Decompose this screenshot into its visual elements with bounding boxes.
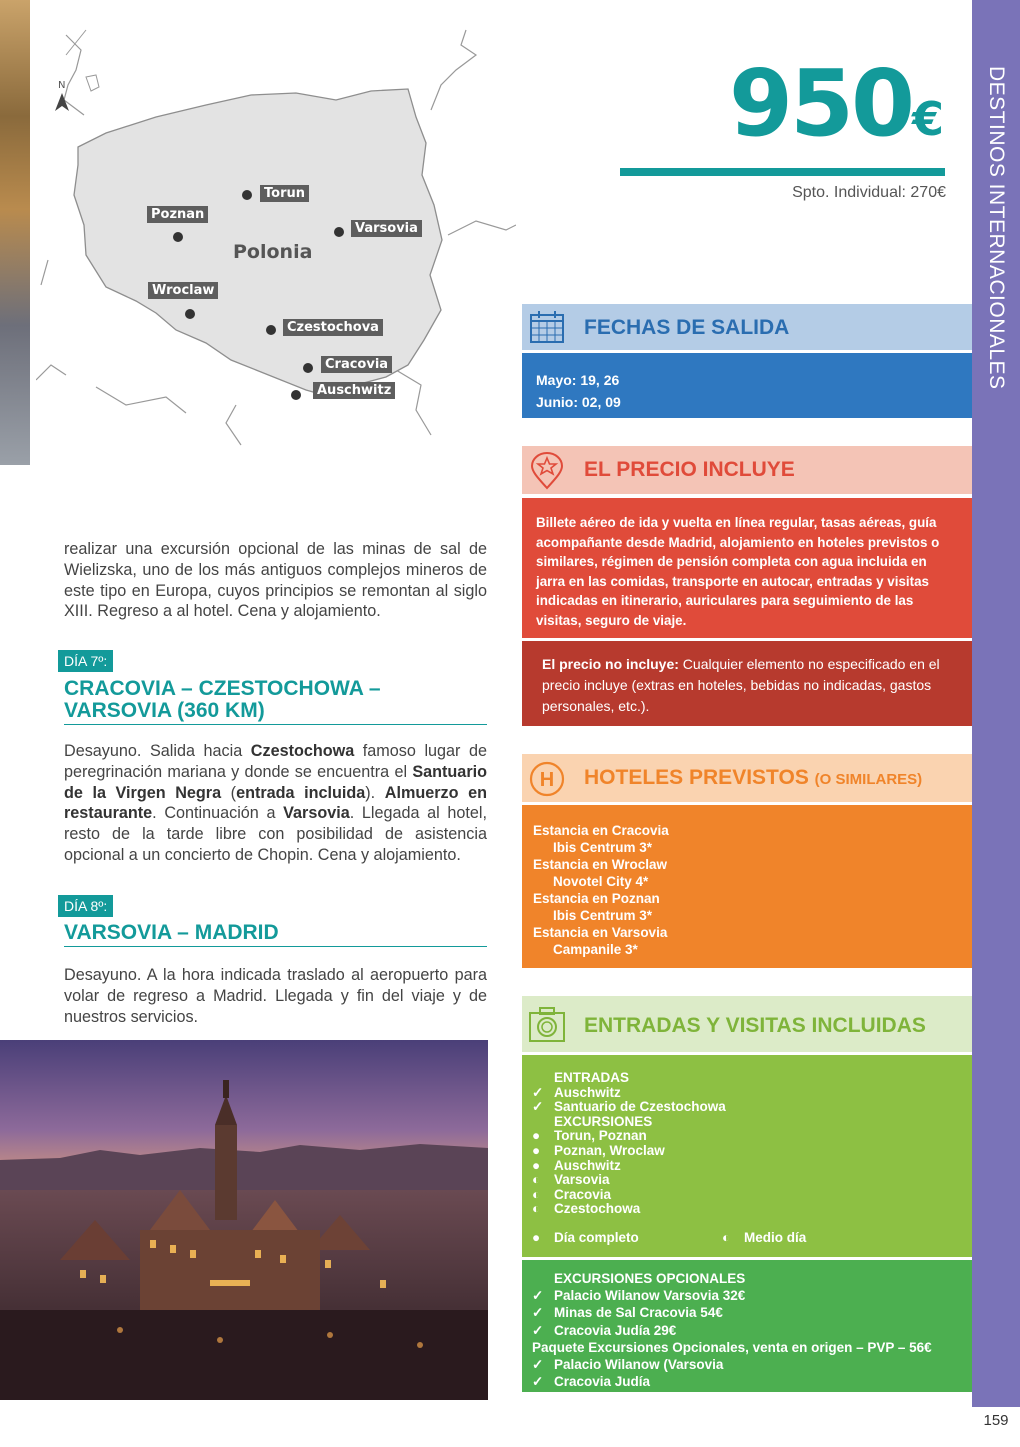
hotel-name: Campanile 3* xyxy=(553,942,638,957)
bold-run: Czestochowa xyxy=(250,742,355,760)
list-item-label: Cracovia xyxy=(554,1186,612,1202)
incluye-header xyxy=(522,446,972,494)
hoteles-title-main: HOTELES PREVISTOS xyxy=(584,766,809,789)
city-dot-auschwitz xyxy=(291,390,301,400)
city-label-varsovia: Varsovia xyxy=(351,220,422,237)
check-icon: ✓ xyxy=(532,1099,544,1115)
city-label-czestochova: Czestochova xyxy=(283,319,383,336)
list-item xyxy=(532,1159,962,1174)
half-circle-icon: ◐ xyxy=(532,1186,541,1202)
hotel-name: Ibis Centrum 3* xyxy=(553,840,653,855)
bold-run: Santuario de la Virgen Negra xyxy=(64,762,487,802)
hoteles-title xyxy=(584,766,922,790)
text-run: . Llegada al hotel, resto de la tarde libre con posibilidad de asistencia opcional a un concierto de Chopin. Cena y alojamiento. xyxy=(64,804,487,864)
star-pin-icon xyxy=(528,452,566,490)
entradas-header xyxy=(522,996,972,1052)
list-item xyxy=(532,1373,962,1390)
city-dot-czestochova xyxy=(266,325,276,335)
excursiones-label xyxy=(532,1115,962,1130)
hotel-city: Estancia en Cracovia xyxy=(533,823,669,838)
day7-title-line1: CRACOVIA – CZESTOCHOWA – xyxy=(64,677,381,700)
legend-full-label: Día completo xyxy=(554,1229,639,1245)
day8-badge: DÍA 8º: xyxy=(58,895,113,917)
no-incluye-text: Cualquier elemento no especificado en el precio incluye (extras en hoteles, bebidas no indicadas, gastos personales, etc.). xyxy=(542,656,940,714)
text-run: ). xyxy=(365,783,385,802)
text-run: Desayuno. Salida hacia xyxy=(64,742,251,760)
bold-run: entrada incluida xyxy=(236,783,366,802)
city-skyline-image xyxy=(0,1040,488,1400)
opcionales-label-text: EXCURSIONES OPCIONALES xyxy=(554,1271,746,1286)
country-label: Polonia xyxy=(233,241,313,263)
poland-map xyxy=(36,25,516,450)
list-item xyxy=(532,1287,962,1304)
list-item xyxy=(532,1086,962,1101)
city-label-poznan: Poznan xyxy=(147,206,208,223)
half-circle-icon: ◐ xyxy=(532,1172,541,1188)
city-dot-varsovia xyxy=(334,227,344,237)
opcionales-label xyxy=(532,1270,962,1287)
check-icon: ✓ xyxy=(532,1305,544,1321)
legend-half-label: Medio día xyxy=(744,1229,807,1245)
hotel-name: Ibis Centrum 3* xyxy=(553,908,653,923)
legend-half xyxy=(722,1231,912,1246)
page-number: 159 xyxy=(983,1412,1009,1429)
price-divider xyxy=(620,168,945,176)
list-item-label: Santuario de Czestochowa xyxy=(554,1099,726,1115)
day8-title: VARSOVIA – MADRID xyxy=(64,922,487,947)
list-item-label: Torun, Poznan xyxy=(554,1128,647,1144)
hotel-city: Estancia en Poznan xyxy=(533,891,660,906)
full-circle-icon: ● xyxy=(532,1157,541,1173)
section-sidebar xyxy=(972,0,1020,1407)
intro-paragraph: realizar una excursión opcional de las minas de sal de Wielizska, uno de los más antiguos complejos mineros de este tipo en Europa, cuyos principios se remontan al siglo XIII. Regreso a al hotel. Cena y alojamiento. xyxy=(64,540,487,621)
excursiones-label-text: EXCURSIONES xyxy=(554,1113,653,1129)
list-item-label: Auschwitz xyxy=(554,1084,621,1100)
price-currency: € xyxy=(911,92,944,146)
list-item-label: Cracovia Judía 29€ xyxy=(554,1322,677,1338)
list-item-label: Poznan, Wroclaw xyxy=(554,1142,665,1158)
list-item-label: Minas de Sal Cracovia 54€ xyxy=(554,1305,723,1321)
check-icon: ✓ xyxy=(532,1322,544,1338)
no-incluye-body xyxy=(522,641,972,726)
price-amount: 950 xyxy=(728,50,912,157)
day7-paragraph xyxy=(64,741,487,866)
fecha-line: Junio: 02, 09 xyxy=(536,394,621,410)
paquete-label: Paquete Excursiones Opcionales, venta en origen – PVP – 56€ xyxy=(532,1339,932,1355)
hoteles-title-small: (O SIMILARES) xyxy=(814,771,923,788)
city-photo-strip xyxy=(0,0,30,465)
list-item xyxy=(532,1173,962,1188)
day7-title xyxy=(64,678,487,725)
fechas-body xyxy=(522,353,972,418)
full-circle-icon: ● xyxy=(532,1229,541,1245)
entradas-body xyxy=(522,1055,972,1257)
day8-paragraph: Desayuno. A la hora indicada traslado al aeropuerto para volar de regreso a Madrid. Llegada y fin del viaje y de nuestros servicios. xyxy=(64,966,487,1026)
incluye-title: EL PRECIO INCLUYE xyxy=(584,458,795,481)
day7-badge: DÍA 7º: xyxy=(58,650,113,672)
entradas-label-text: ENTRADAS xyxy=(554,1070,630,1085)
calendar-icon xyxy=(528,310,566,344)
city-dot-wroclaw xyxy=(185,309,195,319)
list-item xyxy=(532,1304,962,1321)
check-icon: ✓ xyxy=(532,1288,544,1304)
entradas-title: ENTRADAS Y VISITAS INCLUIDAS xyxy=(584,1014,926,1037)
list-item xyxy=(532,1356,962,1373)
bold-run: Varsovia xyxy=(283,804,350,823)
check-icon: ✓ xyxy=(532,1084,544,1100)
fecha-line: Mayo: 19, 26 xyxy=(536,372,620,388)
price xyxy=(729,50,944,157)
text-run: . Continuación a xyxy=(152,804,284,823)
list-item xyxy=(532,1129,962,1144)
hoteles-header xyxy=(522,754,972,802)
check-icon: ✓ xyxy=(532,1357,544,1373)
list-item-label: Cracovia Judía xyxy=(554,1374,651,1390)
city-label-cracovia: Cracovia xyxy=(321,356,392,373)
list-item-label: Palacio Wilanow (Varsovia xyxy=(554,1357,724,1373)
text-run: ( xyxy=(221,783,237,802)
incluye-body: Billete aéreo de ida y vuelta en línea regular, tasas aéreas, guía acompañante desde Madrid, alojamiento en hoteles previstos o similares, régimen de pensión completa con agua incluida en jarra en las comidas, transporte en autocar, entradas y visitas indicadas en itinerario, auriculares para seguimiento de las visitas, seguro de viaje. xyxy=(522,498,972,638)
fechas-header xyxy=(522,304,972,350)
list-item xyxy=(532,1202,962,1217)
svg-text:N: N xyxy=(58,80,66,91)
entradas-label xyxy=(532,1071,962,1086)
list-item xyxy=(532,1144,962,1159)
city-dot-cracovia xyxy=(303,363,313,373)
list-item-label: Palacio Wilanow Varsovia 32€ xyxy=(554,1288,746,1304)
city-dot-torun xyxy=(242,190,252,200)
day7-title-line2: VARSOVIA (360 KM) xyxy=(64,699,265,722)
map-outline xyxy=(36,25,516,450)
check-icon: ✓ xyxy=(532,1374,544,1390)
full-circle-icon: ● xyxy=(532,1128,541,1144)
opcionales-body xyxy=(522,1260,972,1392)
legend-full xyxy=(532,1231,722,1246)
list-item-label: Auschwitz xyxy=(554,1157,621,1173)
city-label-torun: Torun xyxy=(260,185,309,202)
fechas-title: FECHAS DE SALIDA xyxy=(584,316,790,339)
hotel-city: Estancia en Wroclaw xyxy=(533,857,668,872)
hoteles-body xyxy=(522,805,972,968)
list-item-label: Czestochowa xyxy=(554,1201,641,1217)
list-item xyxy=(532,1188,962,1203)
city-label-wroclaw: Wroclaw xyxy=(148,282,218,299)
half-circle-icon: ◐ xyxy=(532,1201,541,1217)
section-title: DESTINOS INTERNACIONALES xyxy=(985,66,1008,390)
city-night-photo xyxy=(0,1040,488,1400)
legend xyxy=(532,1231,962,1246)
half-circle-icon: ◐ xyxy=(722,1229,731,1245)
hotel-name: Novotel City 4* xyxy=(553,874,649,889)
hotel-icon xyxy=(528,760,566,798)
city-label-auschwitz: Auschwitz xyxy=(313,382,395,399)
camera-icon xyxy=(528,1004,566,1044)
hotel-city: Estancia en Varsovia xyxy=(533,925,668,940)
full-circle-icon: ● xyxy=(532,1142,541,1158)
list-item-label: Varsovia xyxy=(554,1172,610,1188)
single-supplement: Spto. Individual: 270€ xyxy=(792,184,946,201)
list-item xyxy=(532,1100,962,1115)
bold-run: Almuerzo en restaurante xyxy=(64,783,487,823)
list-item xyxy=(532,1322,962,1339)
svg-text:H: H xyxy=(539,769,555,791)
city-dot-poznan xyxy=(173,232,183,242)
no-incluye-label: El precio no incluye: xyxy=(542,656,679,672)
text-run: famoso lugar de peregrinación mariana y donde se encuentra el xyxy=(64,742,488,781)
